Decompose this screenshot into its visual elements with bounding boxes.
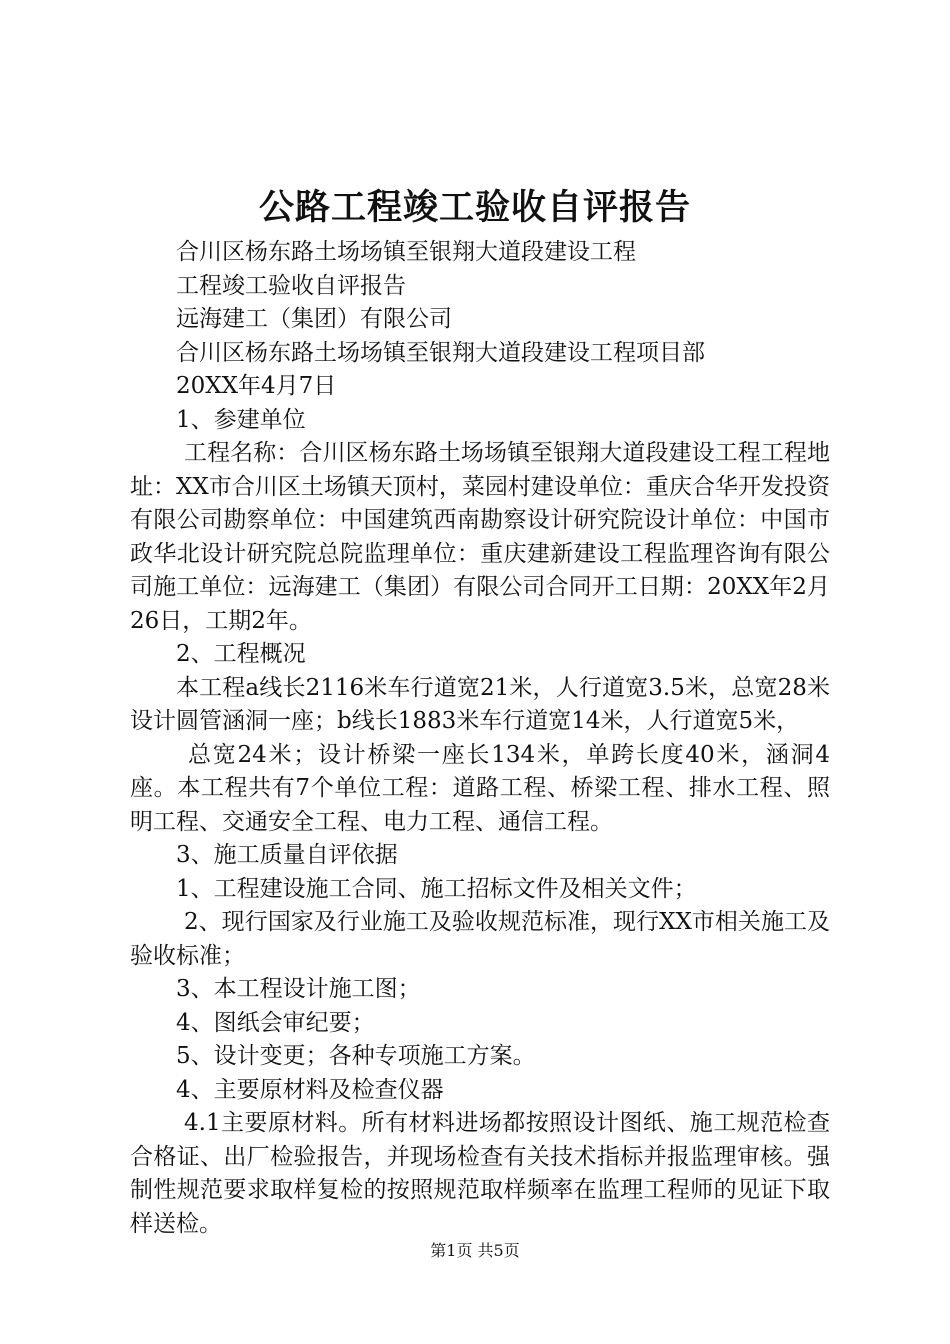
cover-report-name: 工程竣工验收自评报告: [176, 272, 406, 299]
section-1-paragraph: 工程名称：合川区杨东路土场场镇至银翔大道段建设工程工程地址：XX市合川区土场镇天顶村，菜园村建设单位：重庆合华开发投资有限公司勘察单位：中国建筑西南勘察设计研究院设计单位：中国市政华北设计研究院总院监理单位：重庆建新建设工程监理咨询有限公司施工单位：远海建工（集团）有限公司合同开工日期：20XX年2月26日，工期2年。: [130, 440, 830, 634]
section-1-heading: 1、参建单位: [176, 406, 306, 433]
cover-project-name: 合川区杨东路土场场镇至银翔大道段建设工程: [176, 239, 636, 265]
document-body: [130, 236, 830, 1241]
section-3-item-3: 3、本工程设计施工图；: [176, 976, 421, 1002]
document-title: 公路工程竣工验收自评报告: [258, 188, 691, 228]
section-3-item-5: 5、设计变更；各种专项施工方案。: [176, 1043, 536, 1069]
section-4-heading: 4、主要原材料及检查仪器: [176, 1076, 444, 1103]
page-number-footer: 第1页 共5页: [430, 1241, 520, 1260]
cover-company: 远海建工（集团）有限公司: [176, 306, 452, 332]
section-2-heading: 2、工程概况: [176, 641, 306, 667]
section-4-paragraph: 4.1主要原材料。所有材料进场都按照设计图纸、施工规范检查合格证、出厂检验报告，并现场检查有关技术指标并报监理审核。强制性规范要求取样复检的按照规范取样频率在监理工程师的见证下取样送检。: [130, 1110, 830, 1237]
section-3-item-2: 2、现行国家及行业施工及验收规范标准，现行XX市相关施工及验收标准；: [130, 909, 830, 969]
section-3-heading: 3、施工质量自评依据: [176, 842, 398, 868]
section-3-item-4: 4、图纸会审纪要；: [176, 1009, 375, 1036]
section-3-item-1: 1、工程建设施工合同、施工招标文件及相关文件；: [176, 875, 697, 902]
cover-date: 20XX年4月7日: [176, 373, 337, 399]
cover-department: 合川区杨东路土场场镇至银翔大道段建设工程项目部: [176, 339, 705, 366]
section-2-paragraph-2: 总宽24米；设计桥梁一座长134米，单跨长度40米，涵洞4座。本工程共有7个单位工程：道路工程、桥梁工程、排水工程、照明工程、交通安全工程、电力工程、通信工程。: [130, 741, 830, 835]
section-2-paragraph-1: 本工程a线长2116米车行道宽21米，人行道宽3.5米，总宽28米设计圆管涵洞一座；b线长1883米车行道宽14米，人行道宽5米，: [130, 674, 830, 734]
